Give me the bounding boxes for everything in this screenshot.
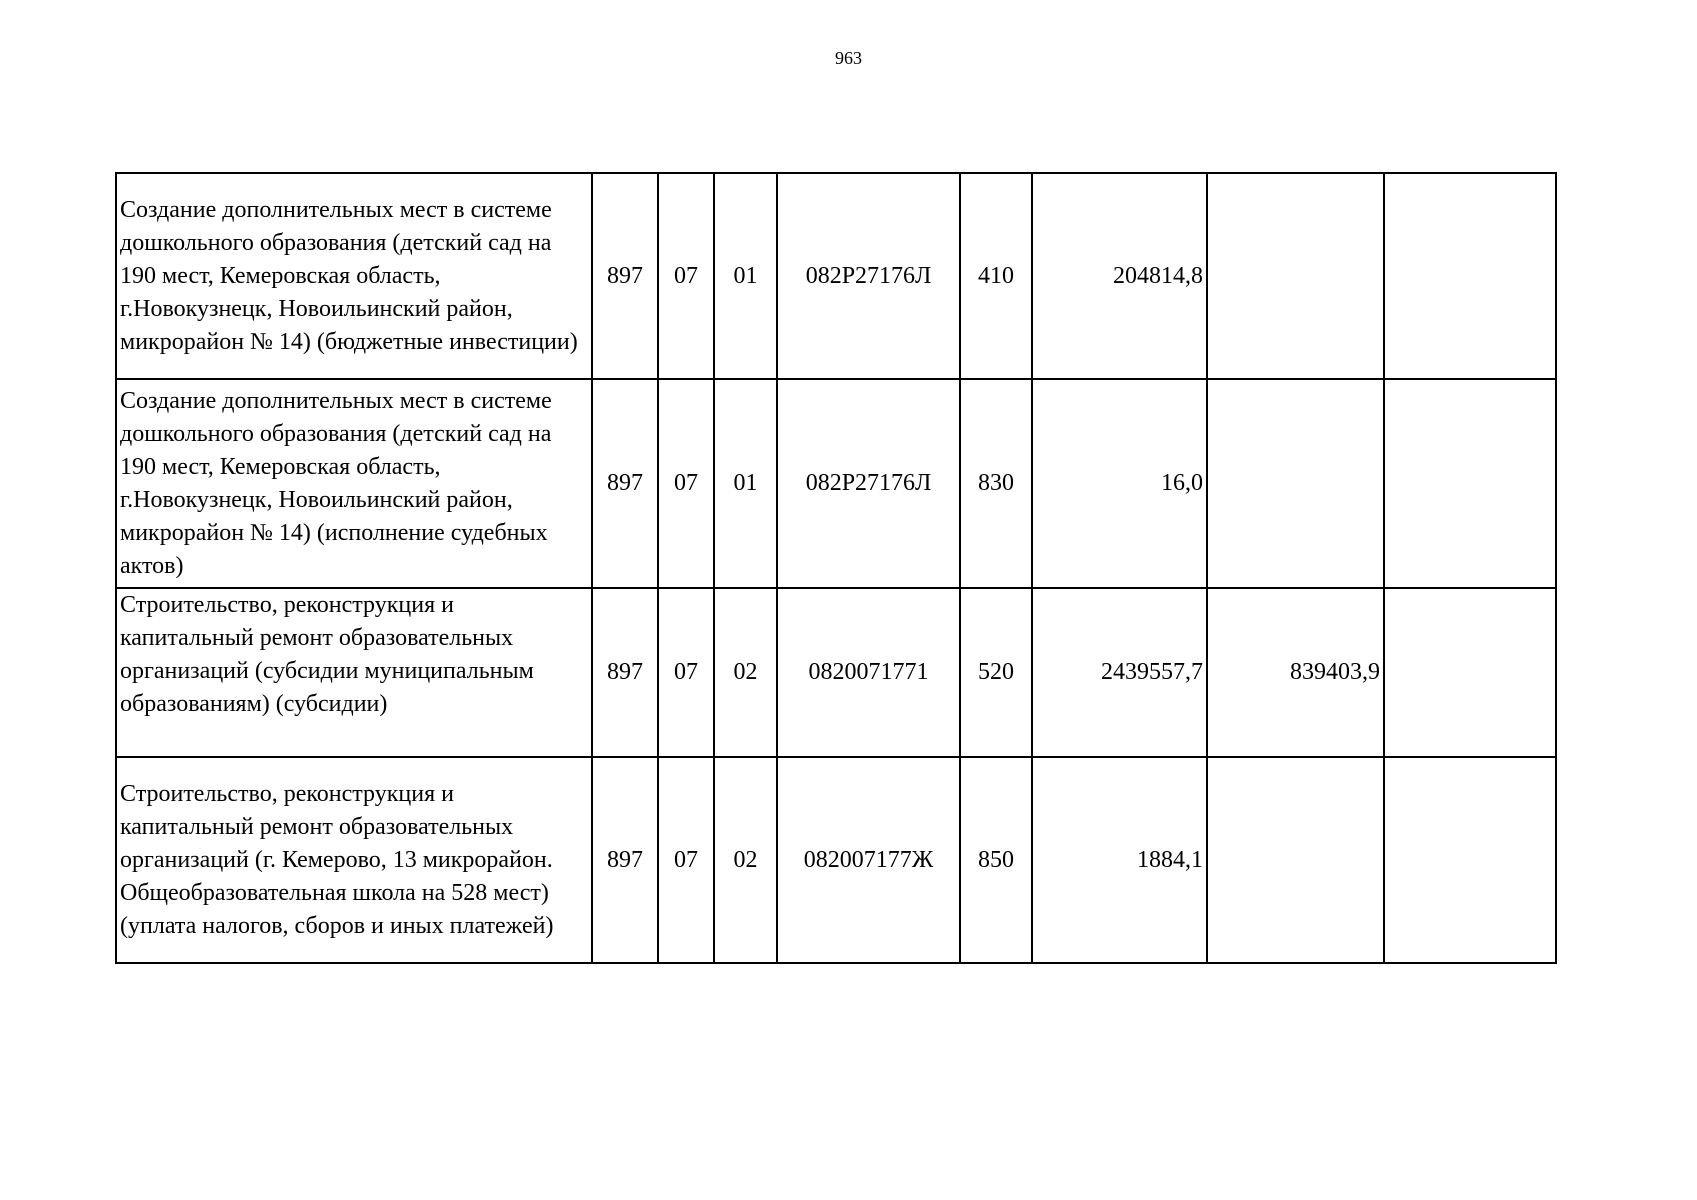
amount-2: 839403,9	[1207, 588, 1384, 757]
amount-3	[1384, 588, 1556, 757]
amount-3	[1384, 379, 1556, 588]
target-article-code: 082P27176Л	[777, 379, 960, 588]
amount: 1884,1	[1032, 757, 1207, 963]
amount-2	[1207, 379, 1384, 588]
subsection-code: 02	[714, 588, 777, 757]
table-row	[116, 173, 1556, 379]
row-description: Строительство, реконструкция и капитальный ремонт образовательных организаций (г. Кемерово, 13 микрорайон. Общеобразовательная школа на 528 мест) (уплата налогов, сборов и иных платежей)	[116, 757, 592, 963]
table-row	[116, 379, 1556, 588]
section-code: 07	[658, 588, 714, 757]
amount-2	[1207, 173, 1384, 379]
expense-type-code: 850	[960, 757, 1032, 963]
target-article-code: 082P27176Л	[777, 173, 960, 379]
ministry-code: 897	[592, 588, 658, 757]
section-code: 07	[658, 757, 714, 963]
section-code: 07	[658, 173, 714, 379]
ministry-code: 897	[592, 379, 658, 588]
section-code: 07	[658, 379, 714, 588]
row-description: Создание дополнительных мест в системе дошкольного образования (детский сад на 190 мест, Кемеровская область, г.Новокузнецк, Новоильинский район, микрорайон № 14) (исполнение судебных актов)	[116, 379, 592, 588]
subsection-code: 01	[714, 173, 777, 379]
expense-type-code: 410	[960, 173, 1032, 379]
ministry-code: 897	[592, 173, 658, 379]
expense-type-code: 520	[960, 588, 1032, 757]
amount-2	[1207, 757, 1384, 963]
ministry-code: 897	[592, 757, 658, 963]
budget-table	[115, 172, 1557, 964]
table-row	[116, 588, 1556, 757]
subsection-code: 01	[714, 379, 777, 588]
target-article-code: 0820071771	[777, 588, 960, 757]
amount: 2439557,7	[1032, 588, 1207, 757]
page-number: 963	[835, 48, 862, 68]
amount: 204814,8	[1032, 173, 1207, 379]
amount-3	[1384, 757, 1556, 963]
row-description: Строительство, реконструкция и капитальный ремонт образовательных организаций (субсидии муниципальным образованиям) (субсидии)	[116, 588, 592, 757]
target-article-code: 082007177Ж	[777, 757, 960, 963]
row-description: Создание дополнительных мест в системе дошкольного образования (детский сад на 190 мест, Кемеровская область, г.Новокузнецк, Новоильинский район, микрорайон № 14) (бюджетные инвестиции)	[116, 173, 592, 379]
expense-type-code: 830	[960, 379, 1032, 588]
amount-3	[1384, 173, 1556, 379]
table-row	[116, 757, 1556, 963]
subsection-code: 02	[714, 757, 777, 963]
amount: 16,0	[1032, 379, 1207, 588]
